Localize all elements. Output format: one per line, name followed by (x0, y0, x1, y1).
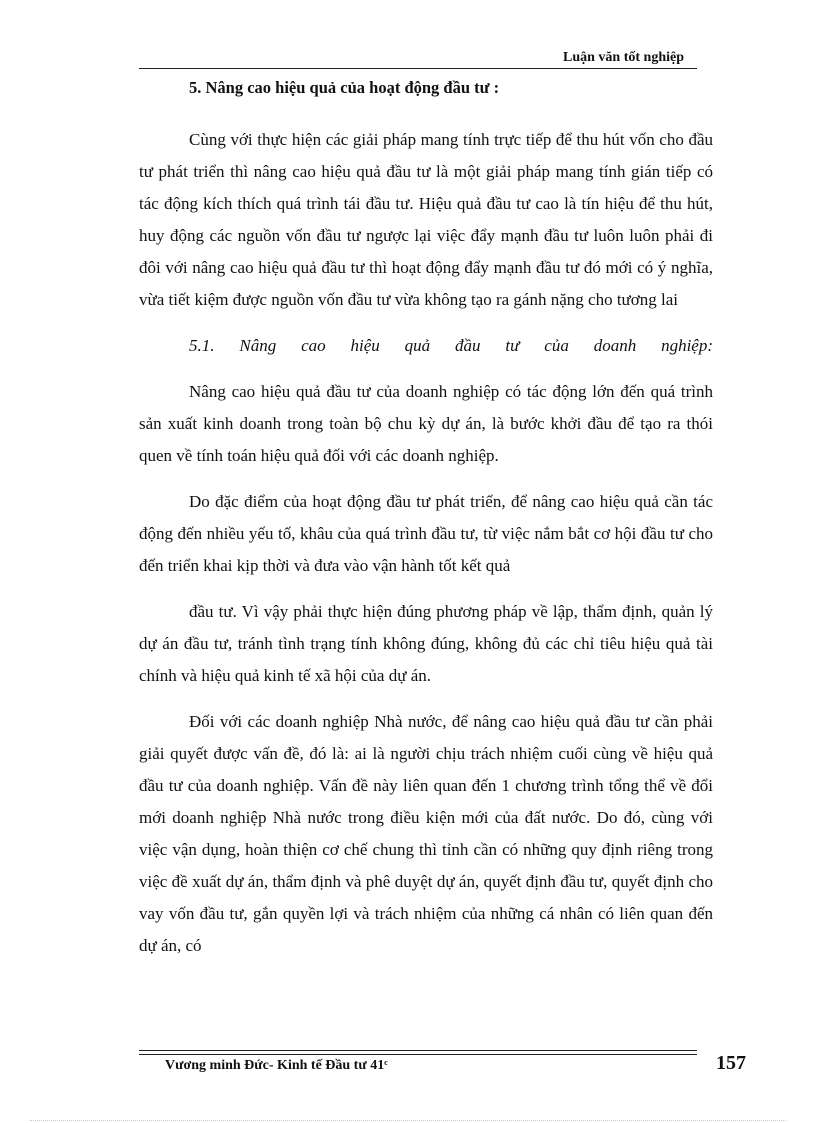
page-number: 157 (716, 1052, 746, 1074)
subsection-heading: 5.1. Nâng cao hiệu quả đầu tư của doanh nghiệp: (189, 336, 713, 355)
paragraph-state-enterprises: Đối với các doanh nghiệp Nhà nước, để nâng cao hiệu quả đầu tư cần phải giải quyết được vấn đề, đó là: ai là người chịu trách nhiệm cuối cùng về hiệu quả đầu tư của doanh nghiệp. Vấn đề này liên quan đến 1 chương trình tổng thể về đổi mới doanh nghiệp Nhà nước trong điều kiện mới của đất nước. Do đó, cùng với việc vận dụng, hoàn thiện cơ chế chung thì tỉnh cần có những quy định riêng trong việc đề xuất dự án, thẩm định và phê duyệt dự án, quyết định đầu tư, quyết định cho vay vốn đầu tư, gắn quyền lợi và trách nhiệm của những cá nhân có liên quan đến dự án, có (139, 712, 713, 955)
footer-rule-top (139, 1050, 697, 1051)
document-body (139, 72, 713, 962)
paragraph-characteristics: Do đặc điểm của hoạt động đầu tư phát triển, để nâng cao hiệu quả cần tác động đến nhiều yếu tố, khâu của quá trình đầu tư, từ việc nắm bắt cơ hội đầu tư cho đến triển khai kịp thời và đưa vào vận hành tốt kết quả (139, 492, 713, 575)
page-header-title: Luận văn tốt nghiệp (563, 50, 684, 65)
section-title: 5. Nâng cao hiệu quả của hoạt động đầu tư : (189, 78, 500, 97)
footer-rule-bottom (139, 1054, 697, 1055)
footer-author: Vương minh Đức- Kinh tế Đầu tư 41ᶜ (165, 1058, 388, 1073)
paragraph-intro: Cùng với thực hiện các giải pháp mang tính trực tiếp để thu hút vốn cho đầu tư phát triển thì nâng cao hiệu quả đầu tư là một giải pháp mang tính gián tiếp có tác động kích thích quá trình tái đầu tư. Hiệu quả đầu tư cao là tín hiệu để thu hút, huy động các nguồn vốn đầu tư ngược lại việc đẩy mạnh đầu tư luôn luôn phải đi đôi với nâng cao hiệu quả đầu tư thì hoạt động đẩy mạnh đầu tư đó mới có ý nghĩa, vừa tiết kiệm được nguồn vốn đầu tư vừa không tạo ra gánh nặng cho tương lai (139, 130, 713, 309)
paragraph-enterprise-efficiency: Nâng cao hiệu quả đầu tư của doanh nghiệp có tác động lớn đến quá trình sản xuất kinh doanh trong toàn bộ chu kỳ dự án, là bước khởi đầu để tạo ra thói quen về tính toán hiệu quả đối với các doanh nghiệp. (139, 382, 713, 465)
paragraph-characteristics-continued: đầu tư. Vì vậy phải thực hiện đúng phương pháp về lập, thẩm định, quản lý dự án đầu tư, tránh tình trạng tính không đúng, không đủ các chỉ tiêu hiệu quả tài chính và hiệu quả kinh tế xã hội của dự án. (139, 602, 713, 685)
header-rule (139, 68, 697, 69)
page-edge-divider (30, 1120, 786, 1121)
